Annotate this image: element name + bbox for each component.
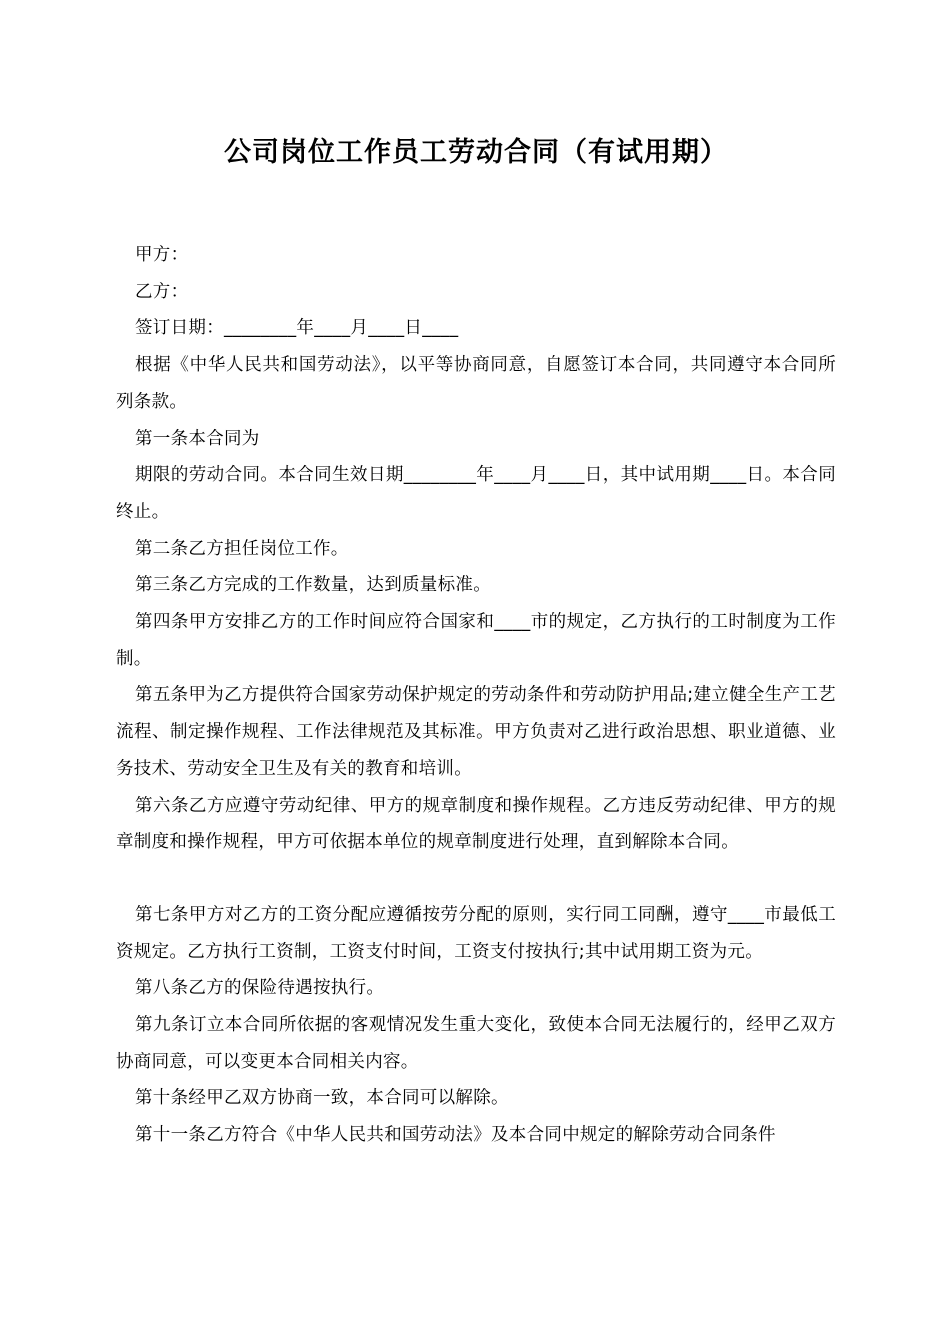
article-1-paragraph: 期限的劳动合同。本合同生效日期________年____月____日，其中试用期____日。本合同终止。 [116, 465, 836, 522]
document-title: 公司岗位工作员工劳动合同（有试用期） [224, 137, 728, 168]
article-2-paragraph: 第二条乙方担任岗位工作。 [135, 538, 349, 559]
article-6-paragraph: 第六条乙方应遵守劳动纪律、甲方的规章制度和操作规程。乙方违反劳动纪律、甲方的规章制度和操作规程，甲方可依据本单位的规章制度进行处理，直到解除本合同。 [116, 795, 836, 853]
article-10-paragraph: 第十条经甲乙双方协商一致，本合同可以解除。 [135, 1088, 509, 1109]
article-3-paragraph: 第三条乙方完成的工作数量，达到质量标准。 [135, 575, 491, 596]
preamble-paragraph: 根据《中华人民共和国劳动法》，以平等协商同意，自愿签订本合同，共同遵守本合同所列条款。 [116, 355, 836, 412]
article-5-paragraph: 第五条甲为乙方提供符合国家劳动保护规定的劳动条件和劳动防护用品;建立健全生产工艺流程、制定操作规程、工作法律规范及其标准。甲方负责对乙进行政治思想、职业道德、业务技术、劳动安全卫生及有关的教育和培训。 [116, 685, 836, 779]
party-a-line: 甲方： [135, 245, 189, 265]
article-9-paragraph: 第九条订立本合同所依据的客观情况发生重大变化，致使本合同无法履行的，经甲乙双方协商同意，可以变更本合同相关内容。 [116, 1015, 836, 1072]
article-7-paragraph: 第七条甲方对乙方的工资分配应遵循按劳分配的原则，实行同工同酬，遵守____市最低工资规定。乙方执行工资制，工资支付时间，工资支付按执行;其中试用期工资为元。 [116, 904, 836, 962]
article-4-paragraph: 第四条甲方安排乙方的工作时间应符合国家和____市的规定，乙方执行的工时制度为工作制。 [116, 612, 836, 669]
article-8-paragraph: 第八条乙方的保险待遇按执行。 [135, 978, 385, 999]
article-1-heading: 第一条本合同为 [135, 428, 260, 449]
document-body [116, 237, 836, 1154]
party-b-line: 乙方： [135, 281, 189, 302]
paragraph-gap [116, 861, 836, 897]
article-11-paragraph: 第十一条乙方符合《中华人民共和国劳动法》及本合同中规定的解除劳动合同条件 [135, 1125, 776, 1146]
signing-date-line: 签订日期：________年____月____日____ [135, 318, 459, 339]
